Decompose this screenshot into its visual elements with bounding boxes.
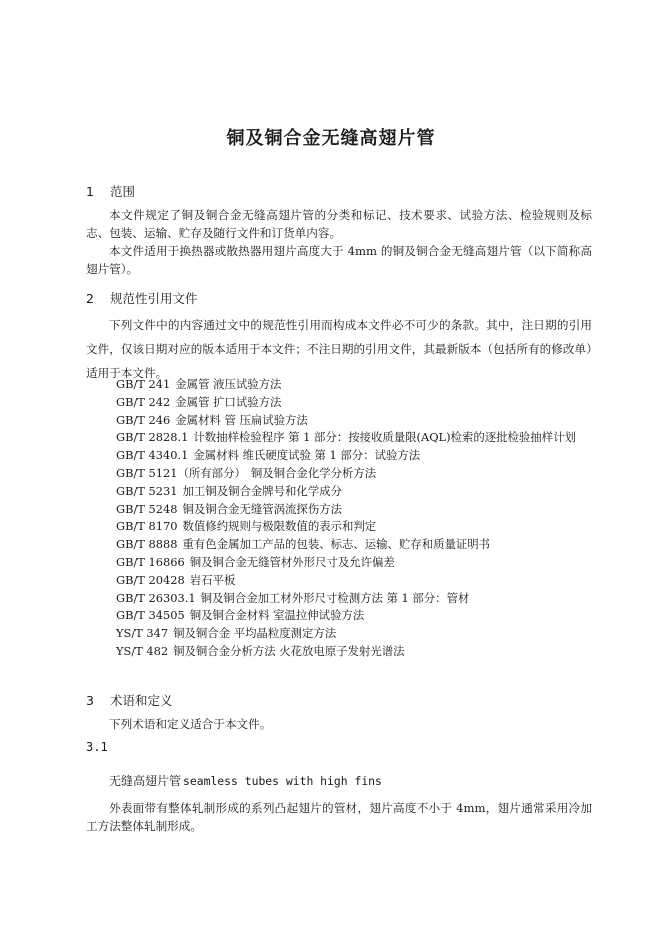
normative-references-intro: 下列文件中的内容通过文中的规范性引用而构成本文件必不可少的条款。其中，注日期的引用文件，仅该日期对应的版本适用于本文件；不注日期的引用文件，其最新版本（包括所有的修改单）适用于本文件。	[86, 318, 592, 380]
terms-intro: 下列术语和定义适合于本文件。	[109, 717, 272, 731]
reference-item: YS/T 482 铜及铜合金分析方法 火花放电原子发射光谱法	[116, 643, 405, 658]
scope-paragraph-2: 本文件适用于换热器或散热器用翅片高度大于 4mm 的铜及铜合金无缝高翅片管（以下简称高翅片管）。	[86, 244, 592, 276]
section-3-number: 3	[86, 693, 94, 708]
reference-item: GB/T 8888 重有色金属加工产品的包装、标志、运输、贮存和质量证明书	[116, 537, 491, 552]
reference-item: GB/T 20428 岩石平板	[116, 572, 236, 587]
reference-item: GB/T 34505 铜及铜合金材料 室温拉伸试验方法	[116, 608, 365, 623]
term-number: 3.1	[86, 740, 108, 754]
reference-item: YS/T 347 铜及铜合金 平均晶粒度测定方法	[116, 626, 337, 641]
term-definition: 外表面带有整体轧制形成的系列凸起翅片的管材，翅片高度不小于 4mm，翅片通常采用冷加工方法整体轧制形成。	[86, 801, 592, 833]
section-3-title: 术语和定义	[109, 693, 173, 708]
reference-item: GB/T 4340.1 金属材料 维氏硬度试验 第 1 部分：试验方法	[116, 448, 421, 463]
term-title	[109, 772, 382, 789]
reference-item: GB/T 16866 铜及铜合金无缝管材外形尺寸及允许偏差	[116, 554, 395, 569]
section-2-number: 2	[86, 291, 94, 306]
reference-item: GB/T 26303.1 铜及铜合金加工材外形尺寸检测方法 第 1 部分：管材	[116, 590, 470, 605]
section-1-title: 范围	[109, 184, 135, 199]
reference-item: GB/T 5248 铜及铜合金无缝管涡流探伤方法	[116, 501, 342, 516]
reference-item: GB/T 242 金属管 扩口试验方法	[116, 394, 282, 409]
reference-list	[116, 376, 576, 661]
term-english: seamless tubes with high fins	[183, 774, 382, 788]
reference-item: GB/T 246 金属材料 管 压扁试验方法	[116, 412, 308, 427]
document-title: 铜及铜合金无缝高翅片管	[226, 128, 436, 149]
reference-item: GB/T 241 金属管 液压试验方法	[116, 377, 282, 391]
section-1-heading	[86, 182, 135, 200]
section-3-heading	[86, 691, 173, 709]
reference-item: GB/T 8170 数值修约规则与极限数值的表示和判定	[116, 519, 377, 534]
section-2-title: 规范性引用文件	[109, 291, 198, 306]
reference-item: GB/T 2828.1 计数抽样检验程序 第 1 部分：按接收质量限(AQL)检索的逐批检验抽样计划	[116, 430, 576, 445]
section-2-heading	[86, 289, 198, 307]
scope-paragraph-1: 本文件规定了铜及铜合金无缝高翅片管的分类和标记、技术要求、试验方法、检验规则及标志、包装、运输、贮存及随行文件和订货单内容。	[86, 208, 592, 240]
reference-item: GB/T 5121（所有部分） 铜及铜合金化学分析方法	[116, 465, 377, 480]
section-1-number: 1	[86, 184, 94, 199]
term-chinese: 无缝高翅片管	[109, 774, 182, 788]
reference-item: GB/T 5231 加工铜及铜合金牌号和化学成分	[116, 483, 342, 498]
